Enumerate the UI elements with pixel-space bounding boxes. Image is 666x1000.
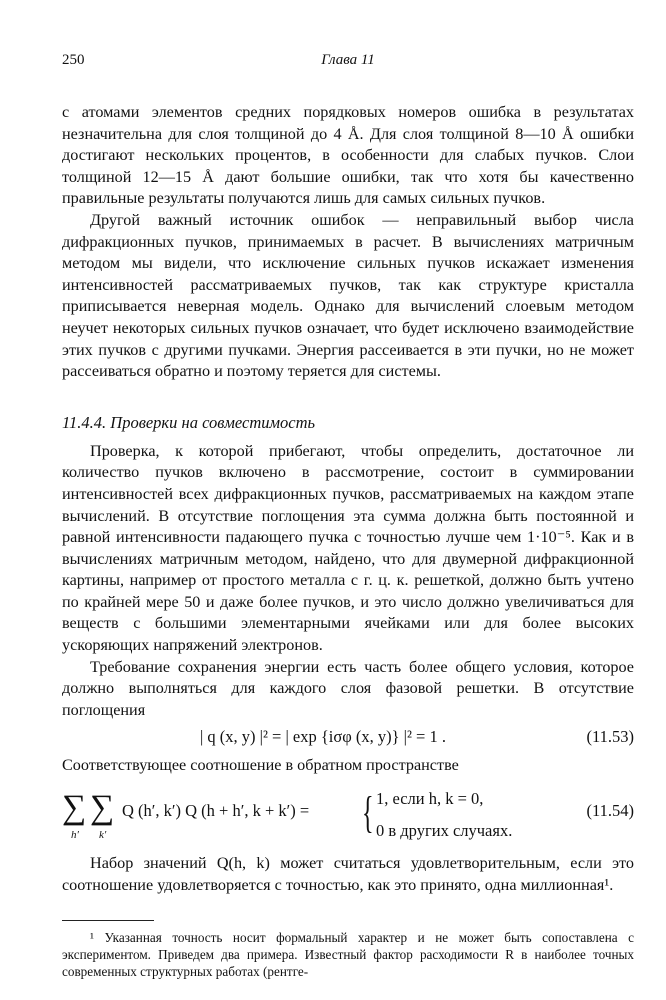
footnote-rule (62, 920, 154, 921)
section-title: 11.4.4. Проверки на совместимость (62, 412, 316, 432)
sum-symbol-1: ∑ (62, 789, 87, 827)
page-header (62, 52, 634, 74)
footnote-1: ¹ Указанная точность носит формальный характер и не может быть сопоставлена с экспериментом. Приведем два примера. Известный фактор расходимости R в наиболее точных современных структурных работах (рентге- (62, 930, 634, 980)
equation-11-54-label: (11.54) (586, 801, 634, 821)
cases-brace: { (362, 788, 374, 838)
equation-11-53 (62, 721, 634, 755)
sum-index-1: h′ (71, 829, 79, 842)
paragraph-1: с атомами элементов средних порядковых номеров ошибка в результатах незначительна для слоя толщиной до 4 Å. Для слоя толщиной 8—10 Å ошибки достигают нескольких процентов, в особенности для слабых пучков. Слои толщиной 12—15 Å дают большие ошибки, так что хотя бы качественно правильные результаты получаются лишь для самых сильных пучков. (62, 103, 634, 208)
running-title: Глава 11 (321, 52, 375, 68)
paragraph-3: Проверка, к которой прибегают, чтобы определить, достаточное ли количество пучков включено в рассмотрение, состоит в суммировании интенсивностей всех дифракционных пучков, рассматриваемых на каждом этапе вычислений. В отсутствие поглощения эта сумма должна быть постоянной и равной интенсивности падающего пучка с точностью лучше чем 1·10⁻⁵. Как и в вычислениях матричным методом, найдено, что для двумерной дифракционной картины, например от простого металла с г. ц. к. решеткой, должно быть учтено по крайней мере 50 и даже более пучков, и это число должно увеличиваться для веществ с большими элементарными ячейками или для более высоких ускоряющих напряжений электронов. (62, 441, 634, 655)
paragraph-4: Требование сохранения энергии есть часть более общего условия, которое должно выполняться для каждого слоя фазовой решетки. В отсутствие поглощения (62, 657, 634, 719)
equation-11-53-body: | q (x, y) |² = | exp {iσφ (x, y)} |² = 1 . (200, 727, 446, 747)
page-number: 250 (62, 52, 85, 68)
paragraph-5: Соответствующее соотношение в обратном пространстве (62, 756, 459, 775)
book-page (62, 52, 634, 980)
equation-11-54-term: Q (h′, k′) Q (h + h′, k + k′) = (122, 801, 310, 821)
equation-11-54-case-2: 0 в других случаях. (376, 821, 513, 841)
equation-11-53-label: (11.53) (586, 727, 634, 747)
paragraph-6: Набор значений Q(h, k) может считаться удовлетворительным, если это соотношение удовлетворяется с точностью, как это принято, одна миллионная¹. (62, 854, 634, 894)
sum-index-2: k′ (99, 829, 107, 842)
sum-symbol-2: ∑ (90, 789, 115, 827)
equation-11-54 (62, 783, 634, 853)
paragraph-2: Другой важный источник ошибок — неправильный выбор числа дифракционных пучков, принимаемых в расчет. В вычислениях матричным методом мы видели, что исключение сильных пучков искажает изменения интенсивностей рассматриваемых пучков, так как структуре кристалла приписывается неверная модель. Однако для вычислений слоевым методом неучет некоторых сильных пучков означает, что будет исключено взаимодействие этих пучков с другими пучками. Энергия рассеивается в эти пучки, но не может рассеиваться обратно и поэтому теряется для системы. (62, 210, 634, 381)
equation-11-54-case-1: 1, если h, k = 0, (376, 789, 484, 809)
